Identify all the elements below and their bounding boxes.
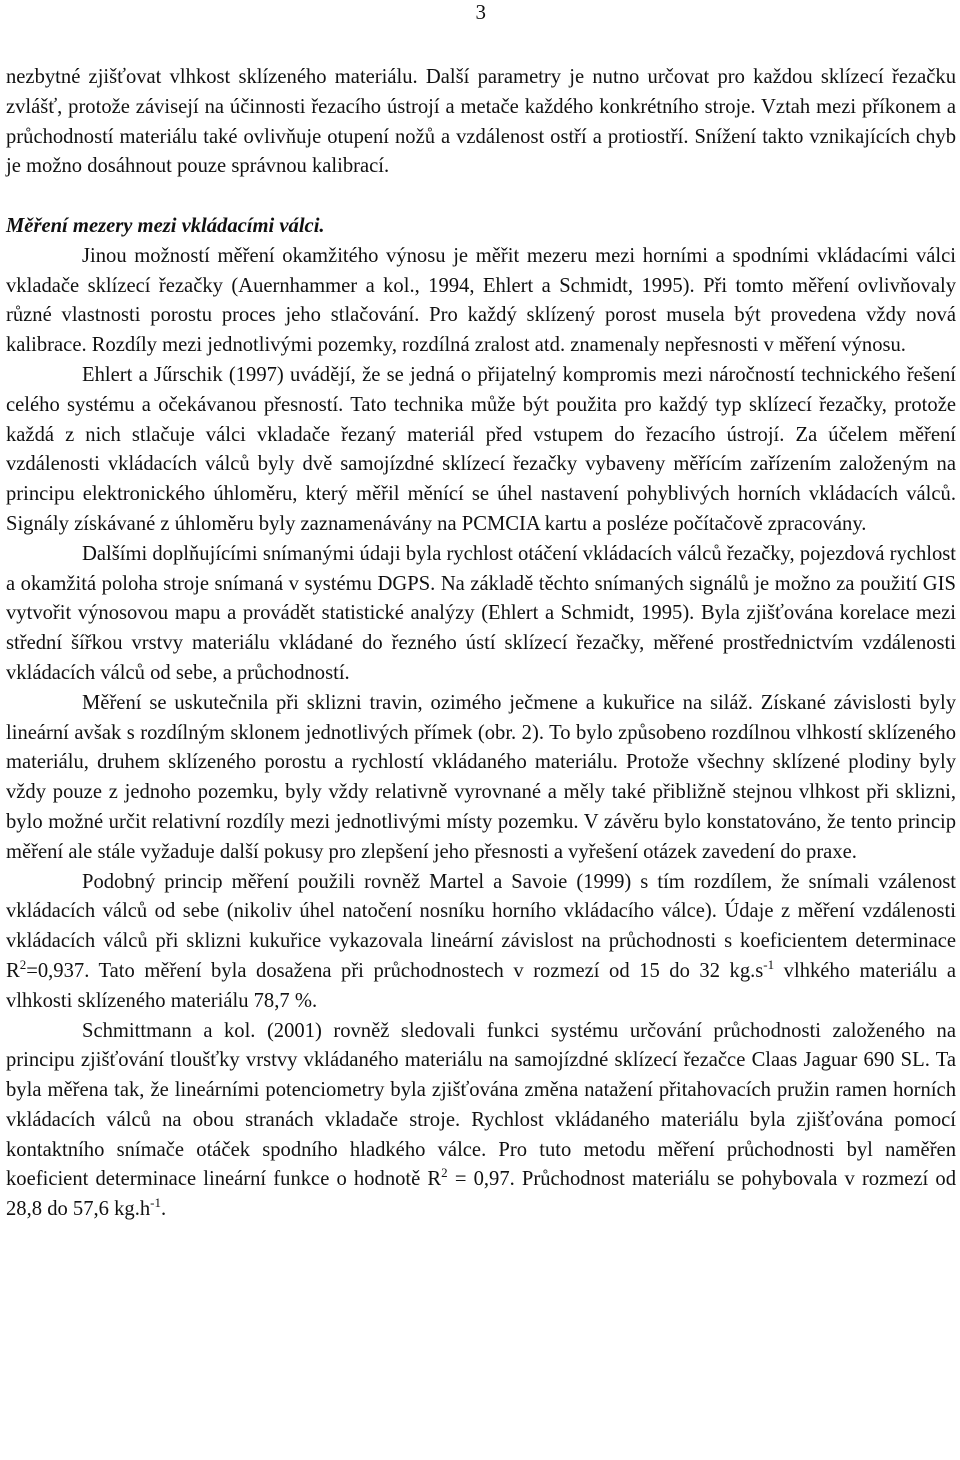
text-segment: = 0,97. Průchodnost materiálu se pohybovala v rozmezí od 28,8 do 57,6 kg.h bbox=[6, 1168, 956, 1221]
superscript: 2 bbox=[441, 1165, 448, 1181]
section-heading: Měření mezery mezi vkládacími válci. bbox=[6, 214, 325, 237]
superscript: -1 bbox=[763, 956, 775, 972]
paragraph-martel-savoie bbox=[6, 868, 956, 1017]
superscript: 2 bbox=[19, 956, 27, 972]
text-segment: . bbox=[161, 1198, 167, 1221]
paragraph-additional-signals: Dalšími doplňujícími snímanými údaji byla rychlost otáčení vkládacích válců řezačky, pojezdová rychlost a okamžitá poloha stroje snímaná v systému DGPS. Na základě těchto snímaných signálů je možno za použití GIS vytvořit výnosovou mapu a provádět statistické analýzy (Ehlert a Schmidt, 1995). Byla zjišťována korelace mezi střední šířkou vrstvy materiálu vkládané do řezného ústí sklízecí řezačky, měřené prostřednictvím vzdálenosti vkládacích válců od sebe, a průchodností. bbox=[6, 542, 956, 684]
paragraph-ehlert-jurschik: Ehlert a Jűrschik (1997) uvádějí, že se jedná o přijatelný kompromis mezi náročností technického řešení celého systému a očekávanou přesností. Tato technika může být použita pro každý typ sklízecí řezačky, protože každá z nich stlačuje válci vkladače řezaný materiál před vstupem do řezacího ústrojí. Za účelem měření vzdálenosti vkládacích válců byly dvě samojízdné sklízecí řezačky vybaveny měřícím zařízením založeným na principu elektronického úhloměru, který měřil měnící se úhel nastavení pohyblivých horních vkládacích válců. Signály získávané z úhloměru byly zaznamenávány na PCMCIA kartu a posléze počítačově zpracovány. bbox=[6, 363, 956, 535]
page-number: 3 bbox=[475, 0, 486, 24]
paragraph-measurements-results: Měření se uskutečnila při sklizni travin, ozimého ječmene a kukuřice na siláž. Získané závislosti byly lineární avšak s rozdílným sklonem jednotlivých přímek (obr. 2). To bylo způsobeno rozdílnou vlhkostí sklízeného materiálu, druhem sklízeného porostu a rychlostí vkládaného materiálu. Protože všechny sklízené plodiny byly vždy pouze z jednoho pozemku, byly vždy relativně vyrovnané a měly také přibližně stejnou vlhkost při sklizni, bylo možné určit relativní rozdíly mezi jednotlivými místy pozemku. V závěru bylo konstatováno, že tento princip měření ale stále vyžaduje další pokusy pro zlepšení jeho přesnosti a vyřešení otázek zavedení do praxe. bbox=[6, 691, 956, 863]
text-segment: Podobný princip měření použili rovněž Martel a Savoie (1999) s tím rozdílem, že snímali vzálenost vkládacích válců od sebe (nikoliv úhel natočení nosníku horního vkládacího válce). Údaje z měření vzdálenosti vkládacích válců při sklizni kukuřice vykazovala lineární závislost na průchodnosti s koeficientem determinace R bbox=[6, 870, 956, 982]
text-segment: Schmittmann a kol. (2001) rovněž sledovali funkci systému určování průchodnosti založeného na principu zjišťování tloušťky vrstvy vkládaného materiálu na samojízdné sklízecí řezačce Claas Jaguar 690 SL. Ta byla měřena tak, že lineárními potenciometry byla zjišťována změna natažení přitahovacích pružin ramen horních vkládacích válců na obou stranách vkladače stroje. Rychlost vkládaného materiálu byla zjišťována pomocí kontaktního snímače otáček spodního hladkého válce. Pro tuto metodu měření průchodnosti byl naměřen koeficient determinace lineární funkce o hodnotě R bbox=[6, 1019, 956, 1191]
document-body bbox=[6, 63, 956, 1225]
paragraph-moisture-calibration: nezbytné zjišťovat vlhkost sklízeného materiálu. Další parametry je nutno určovat pro každou sklízecí řezačku zvlášť, protože závisejí na účinnosti řezacího ústrojí a metače každého konkrétního stroje. Vztah mezi příkonem a průchodností materiálu také ovlivňuje otupení nožů a vzdálenost ostří a protiostří. Snížení takto vznikajících chyb je možno dosáhnout pouze správnou kalibrací. bbox=[6, 66, 956, 178]
text-segment: =0,937. Tato měření byla dosažena při průchodnostech v rozmezí od 15 do 32 kg.s bbox=[26, 959, 764, 982]
paragraph-schmittmann bbox=[6, 1017, 956, 1226]
text-segment: vlhkého materiálu a vlhkosti sklízeného materiálu 78,7 %. bbox=[6, 959, 956, 1012]
paragraph-roller-gap-method: Jinou možností měření okamžitého výnosu je měřit mezeru mezi horními a spodními vkládacími válci vkladače sklízecí řezačky (Auernhammer a kol., 1994, Ehlert a Schmidt, 1995). Při tomto měření ovlivňovaly různé vlastnosti porostu proces jeho stlačování. Pro každý sklízený porost musela být provedena vždy nová kalibrace. Rozdíly mezi jednotlivými pozemky, rozdílná zralost atd. znamenaly nepřesnosti v měření výnosu. bbox=[6, 244, 956, 357]
superscript: -1 bbox=[150, 1195, 161, 1211]
